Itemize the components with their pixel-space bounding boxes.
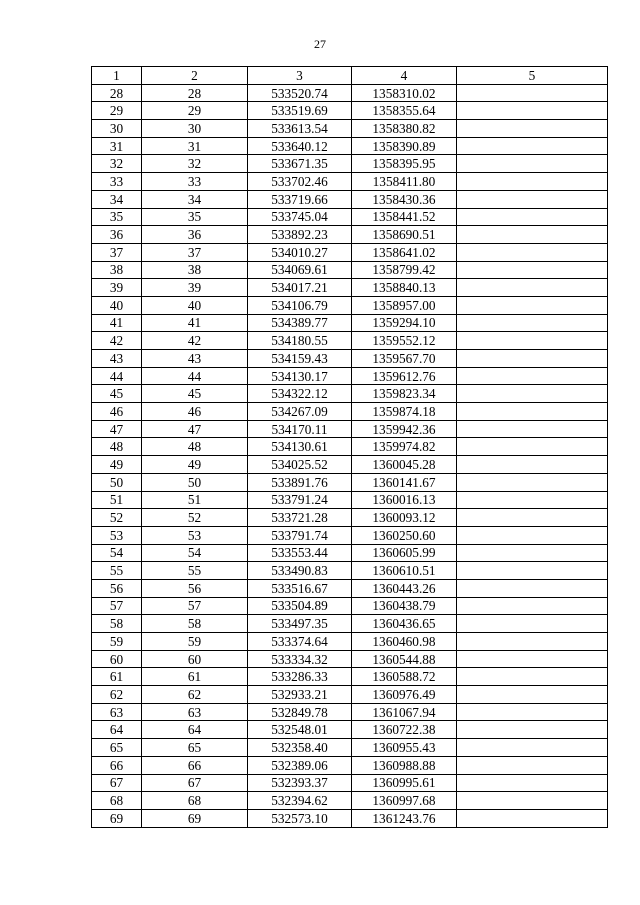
x-coordinate-cell: 533497.35	[248, 615, 352, 633]
header-cell-4: 4	[352, 67, 457, 85]
point-number-cell: 40	[92, 296, 142, 314]
note-cell	[457, 155, 608, 173]
note-cell	[457, 438, 608, 456]
note-cell	[457, 703, 608, 721]
index-cell: 69	[142, 809, 248, 827]
coordinates-table	[91, 66, 608, 828]
y-coordinate-cell: 1358641.02	[352, 243, 457, 261]
note-cell	[457, 756, 608, 774]
x-coordinate-cell: 534025.52	[248, 456, 352, 474]
index-cell: 51	[142, 491, 248, 509]
index-cell: 35	[142, 208, 248, 226]
table-row	[92, 809, 608, 827]
y-coordinate-cell: 1359294.10	[352, 314, 457, 332]
y-coordinate-cell: 1361067.94	[352, 703, 457, 721]
index-cell: 28	[142, 84, 248, 102]
point-number-cell: 60	[92, 650, 142, 668]
point-number-cell: 32	[92, 155, 142, 173]
point-number-cell: 56	[92, 579, 142, 597]
y-coordinate-cell: 1360605.99	[352, 544, 457, 562]
y-coordinate-cell: 1359552.12	[352, 332, 457, 350]
y-coordinate-cell: 1358957.00	[352, 296, 457, 314]
table-row	[92, 597, 608, 615]
index-cell: 48	[142, 438, 248, 456]
x-coordinate-cell: 534159.43	[248, 350, 352, 368]
y-coordinate-cell: 1359942.36	[352, 420, 457, 438]
x-coordinate-cell: 534069.61	[248, 261, 352, 279]
y-coordinate-cell: 1358799.42	[352, 261, 457, 279]
table-row	[92, 473, 608, 491]
point-number-cell: 48	[92, 438, 142, 456]
point-number-cell: 66	[92, 756, 142, 774]
x-coordinate-cell: 533791.24	[248, 491, 352, 509]
y-coordinate-cell: 1358441.52	[352, 208, 457, 226]
table-row	[92, 120, 608, 138]
point-number-cell: 30	[92, 120, 142, 138]
y-coordinate-cell: 1358310.02	[352, 84, 457, 102]
x-coordinate-cell: 533719.66	[248, 190, 352, 208]
y-coordinate-cell: 1360141.67	[352, 473, 457, 491]
index-cell: 60	[142, 650, 248, 668]
point-number-cell: 37	[92, 243, 142, 261]
note-cell	[457, 261, 608, 279]
point-number-cell: 35	[92, 208, 142, 226]
note-cell	[457, 544, 608, 562]
x-coordinate-cell: 533504.89	[248, 597, 352, 615]
index-cell: 40	[142, 296, 248, 314]
x-coordinate-cell: 533520.74	[248, 84, 352, 102]
index-cell: 65	[142, 739, 248, 757]
y-coordinate-cell: 1360443.26	[352, 579, 457, 597]
index-cell: 41	[142, 314, 248, 332]
x-coordinate-cell: 533613.54	[248, 120, 352, 138]
table-row	[92, 774, 608, 792]
index-cell: 52	[142, 509, 248, 527]
note-cell	[457, 668, 608, 686]
note-cell	[457, 597, 608, 615]
point-number-cell: 42	[92, 332, 142, 350]
y-coordinate-cell: 1360016.13	[352, 491, 457, 509]
y-coordinate-cell: 1360722.38	[352, 721, 457, 739]
point-number-cell: 47	[92, 420, 142, 438]
header-cell-3: 3	[248, 67, 352, 85]
table-row	[92, 261, 608, 279]
x-coordinate-cell: 534170.11	[248, 420, 352, 438]
x-coordinate-cell: 532548.01	[248, 721, 352, 739]
index-cell: 47	[142, 420, 248, 438]
table-row	[92, 562, 608, 580]
point-number-cell: 67	[92, 774, 142, 792]
table-row	[92, 137, 608, 155]
point-number-cell: 64	[92, 721, 142, 739]
x-coordinate-cell: 533374.64	[248, 633, 352, 651]
x-coordinate-cell: 533791.74	[248, 526, 352, 544]
table-row	[92, 633, 608, 651]
x-coordinate-cell: 532933.21	[248, 686, 352, 704]
index-cell: 53	[142, 526, 248, 544]
x-coordinate-cell: 533490.83	[248, 562, 352, 580]
point-number-cell: 31	[92, 137, 142, 155]
index-cell: 32	[142, 155, 248, 173]
index-cell: 56	[142, 579, 248, 597]
index-cell: 45	[142, 385, 248, 403]
table-row	[92, 403, 608, 421]
index-cell: 29	[142, 102, 248, 120]
table-row	[92, 420, 608, 438]
index-cell: 67	[142, 774, 248, 792]
header-cell-5: 5	[457, 67, 608, 85]
index-cell: 36	[142, 226, 248, 244]
x-coordinate-cell: 533745.04	[248, 208, 352, 226]
y-coordinate-cell: 1361243.76	[352, 809, 457, 827]
y-coordinate-cell: 1358430.36	[352, 190, 457, 208]
point-number-cell: 50	[92, 473, 142, 491]
note-cell	[457, 456, 608, 474]
note-cell	[457, 615, 608, 633]
note-cell	[457, 208, 608, 226]
point-number-cell: 58	[92, 615, 142, 633]
index-cell: 39	[142, 279, 248, 297]
index-cell: 59	[142, 633, 248, 651]
y-coordinate-cell: 1360988.88	[352, 756, 457, 774]
point-number-cell: 57	[92, 597, 142, 615]
table-row	[92, 385, 608, 403]
note-cell	[457, 367, 608, 385]
y-coordinate-cell: 1360955.43	[352, 739, 457, 757]
point-number-cell: 41	[92, 314, 142, 332]
note-cell	[457, 314, 608, 332]
y-coordinate-cell: 1359823.34	[352, 385, 457, 403]
x-coordinate-cell: 532573.10	[248, 809, 352, 827]
note-cell	[457, 509, 608, 527]
note-cell	[457, 420, 608, 438]
index-cell: 31	[142, 137, 248, 155]
point-number-cell: 29	[92, 102, 142, 120]
index-cell: 49	[142, 456, 248, 474]
table-row	[92, 243, 608, 261]
table-row	[92, 332, 608, 350]
point-number-cell: 53	[92, 526, 142, 544]
point-number-cell: 69	[92, 809, 142, 827]
note-cell	[457, 650, 608, 668]
y-coordinate-cell: 1358411.80	[352, 173, 457, 191]
index-cell: 46	[142, 403, 248, 421]
table-row	[92, 544, 608, 562]
table-row	[92, 438, 608, 456]
table-header-row	[92, 67, 608, 85]
note-cell	[457, 686, 608, 704]
y-coordinate-cell: 1358355.64	[352, 102, 457, 120]
x-coordinate-cell: 532394.62	[248, 792, 352, 810]
index-cell: 64	[142, 721, 248, 739]
y-coordinate-cell: 1358390.89	[352, 137, 457, 155]
x-coordinate-cell: 534130.17	[248, 367, 352, 385]
table-row	[92, 668, 608, 686]
note-cell	[457, 350, 608, 368]
note-cell	[457, 190, 608, 208]
table-row	[92, 208, 608, 226]
table-row	[92, 721, 608, 739]
y-coordinate-cell: 1360997.68	[352, 792, 457, 810]
y-coordinate-cell: 1359874.18	[352, 403, 457, 421]
note-cell	[457, 332, 608, 350]
point-number-cell: 62	[92, 686, 142, 704]
table-row	[92, 102, 608, 120]
y-coordinate-cell: 1359974.82	[352, 438, 457, 456]
point-number-cell: 68	[92, 792, 142, 810]
y-coordinate-cell: 1360976.49	[352, 686, 457, 704]
x-coordinate-cell: 534322.12	[248, 385, 352, 403]
y-coordinate-cell: 1360250.60	[352, 526, 457, 544]
point-number-cell: 51	[92, 491, 142, 509]
note-cell	[457, 739, 608, 757]
page-number: 27	[314, 37, 326, 51]
note-cell	[457, 721, 608, 739]
index-cell: 58	[142, 615, 248, 633]
point-number-cell: 65	[92, 739, 142, 757]
x-coordinate-cell: 534267.09	[248, 403, 352, 421]
point-number-cell: 45	[92, 385, 142, 403]
point-number-cell: 28	[92, 84, 142, 102]
y-coordinate-cell: 1360544.88	[352, 650, 457, 668]
point-number-cell: 52	[92, 509, 142, 527]
table-row	[92, 173, 608, 191]
y-coordinate-cell: 1360610.51	[352, 562, 457, 580]
y-coordinate-cell: 1360588.72	[352, 668, 457, 686]
note-cell	[457, 526, 608, 544]
x-coordinate-cell: 534010.27	[248, 243, 352, 261]
y-coordinate-cell: 1360093.12	[352, 509, 457, 527]
table-row	[92, 509, 608, 527]
x-coordinate-cell: 533721.28	[248, 509, 352, 527]
table-row	[92, 84, 608, 102]
note-cell	[457, 403, 608, 421]
index-cell: 68	[142, 792, 248, 810]
index-cell: 30	[142, 120, 248, 138]
index-cell: 34	[142, 190, 248, 208]
note-cell	[457, 792, 608, 810]
y-coordinate-cell: 1358690.51	[352, 226, 457, 244]
y-coordinate-cell: 1358395.95	[352, 155, 457, 173]
table-row	[92, 650, 608, 668]
table-row	[92, 367, 608, 385]
x-coordinate-cell: 534180.55	[248, 332, 352, 350]
table-row	[92, 739, 608, 757]
note-cell	[457, 491, 608, 509]
y-coordinate-cell: 1359612.76	[352, 367, 457, 385]
x-coordinate-cell: 532849.78	[248, 703, 352, 721]
point-number-cell: 54	[92, 544, 142, 562]
index-cell: 63	[142, 703, 248, 721]
x-coordinate-cell: 533891.76	[248, 473, 352, 491]
x-coordinate-cell: 532393.37	[248, 774, 352, 792]
table-row	[92, 350, 608, 368]
note-cell	[457, 173, 608, 191]
index-cell: 37	[142, 243, 248, 261]
y-coordinate-cell: 1358840.13	[352, 279, 457, 297]
point-number-cell: 46	[92, 403, 142, 421]
table-row	[92, 579, 608, 597]
y-coordinate-cell: 1360436.65	[352, 615, 457, 633]
point-number-cell: 59	[92, 633, 142, 651]
index-cell: 61	[142, 668, 248, 686]
x-coordinate-cell: 534106.79	[248, 296, 352, 314]
y-coordinate-cell: 1360995.61	[352, 774, 457, 792]
note-cell	[457, 809, 608, 827]
header-cell-1: 1	[92, 67, 142, 85]
note-cell	[457, 385, 608, 403]
point-number-cell: 38	[92, 261, 142, 279]
table-row	[92, 456, 608, 474]
index-cell: 62	[142, 686, 248, 704]
index-cell: 66	[142, 756, 248, 774]
table-row	[92, 703, 608, 721]
table-row	[92, 686, 608, 704]
point-number-cell: 49	[92, 456, 142, 474]
x-coordinate-cell: 533553.44	[248, 544, 352, 562]
point-number-cell: 55	[92, 562, 142, 580]
table-row	[92, 756, 608, 774]
point-number-cell: 34	[92, 190, 142, 208]
x-coordinate-cell: 533334.32	[248, 650, 352, 668]
x-coordinate-cell: 534389.77	[248, 314, 352, 332]
table-row	[92, 792, 608, 810]
table-row	[92, 615, 608, 633]
x-coordinate-cell: 534017.21	[248, 279, 352, 297]
x-coordinate-cell: 532389.06	[248, 756, 352, 774]
note-cell	[457, 579, 608, 597]
y-coordinate-cell: 1360438.79	[352, 597, 457, 615]
x-coordinate-cell: 533519.69	[248, 102, 352, 120]
note-cell	[457, 562, 608, 580]
point-number-cell: 33	[92, 173, 142, 191]
table-row	[92, 226, 608, 244]
index-cell: 44	[142, 367, 248, 385]
note-cell	[457, 102, 608, 120]
header-cell-2: 2	[142, 67, 248, 85]
note-cell	[457, 279, 608, 297]
y-coordinate-cell: 1360045.28	[352, 456, 457, 474]
y-coordinate-cell: 1359567.70	[352, 350, 457, 368]
table-row	[92, 526, 608, 544]
index-cell: 57	[142, 597, 248, 615]
index-cell: 54	[142, 544, 248, 562]
x-coordinate-cell: 532358.40	[248, 739, 352, 757]
table-row	[92, 155, 608, 173]
x-coordinate-cell: 533671.35	[248, 155, 352, 173]
index-cell: 42	[142, 332, 248, 350]
point-number-cell: 63	[92, 703, 142, 721]
note-cell	[457, 296, 608, 314]
point-number-cell: 39	[92, 279, 142, 297]
x-coordinate-cell: 533516.67	[248, 579, 352, 597]
note-cell	[457, 137, 608, 155]
point-number-cell: 44	[92, 367, 142, 385]
note-cell	[457, 473, 608, 491]
note-cell	[457, 243, 608, 261]
note-cell	[457, 633, 608, 651]
table-row	[92, 314, 608, 332]
y-coordinate-cell: 1358380.82	[352, 120, 457, 138]
point-number-cell: 36	[92, 226, 142, 244]
table-body	[92, 67, 608, 828]
note-cell	[457, 226, 608, 244]
table-row	[92, 190, 608, 208]
x-coordinate-cell: 533702.46	[248, 173, 352, 191]
y-coordinate-cell: 1360460.98	[352, 633, 457, 651]
index-cell: 50	[142, 473, 248, 491]
note-cell	[457, 120, 608, 138]
point-number-cell: 61	[92, 668, 142, 686]
note-cell	[457, 84, 608, 102]
x-coordinate-cell: 534130.61	[248, 438, 352, 456]
table-row	[92, 491, 608, 509]
index-cell: 38	[142, 261, 248, 279]
table-row	[92, 279, 608, 297]
point-number-cell: 43	[92, 350, 142, 368]
index-cell: 55	[142, 562, 248, 580]
x-coordinate-cell: 533286.33	[248, 668, 352, 686]
index-cell: 33	[142, 173, 248, 191]
x-coordinate-cell: 533892.23	[248, 226, 352, 244]
index-cell: 43	[142, 350, 248, 368]
table-row	[92, 296, 608, 314]
note-cell	[457, 774, 608, 792]
x-coordinate-cell: 533640.12	[248, 137, 352, 155]
